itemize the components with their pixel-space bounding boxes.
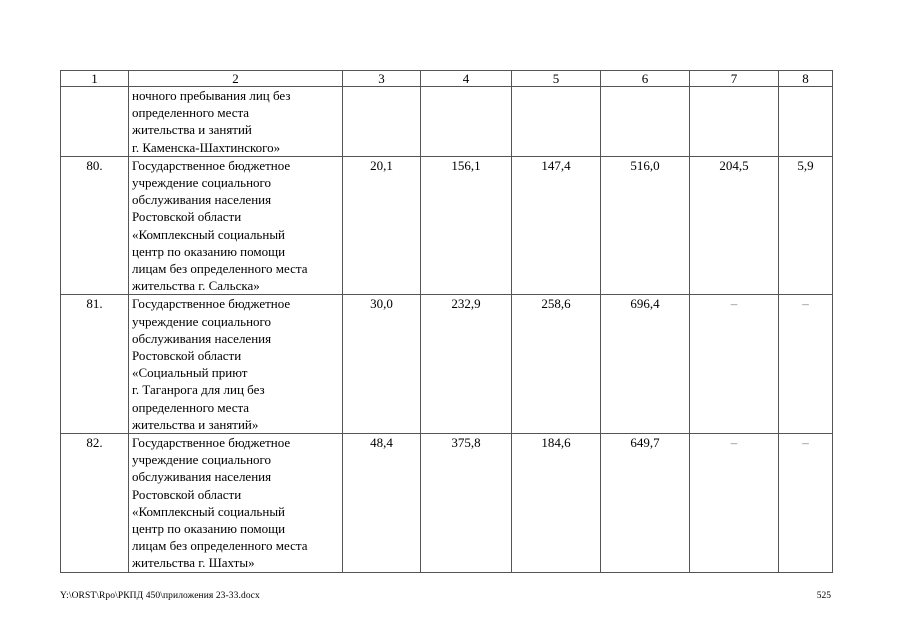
value-col-5: 147,4 (512, 156, 601, 295)
value-col-4: 156,1 (421, 156, 512, 295)
header-row (61, 71, 833, 87)
table-row (61, 156, 833, 295)
value-col-5: 184,6 (512, 434, 601, 573)
header-cell: 8 (779, 71, 833, 87)
value-col-6: 696,4 (601, 295, 690, 434)
value-col-4: 375,8 (421, 434, 512, 573)
value-col-7: – (690, 434, 779, 573)
institution-name: ночного пребывания лиц без определенного места жительства и занятий г. Каменска-Шахтинского» (129, 87, 343, 157)
value-col-8: – (779, 434, 833, 573)
value-col-3: 20,1 (343, 156, 421, 295)
institution-name: Государственное бюджетное учреждение социального обслуживания населения Ростовской области «Социальный приют г. Таганрога для лиц без определенного места жительства и занятий» (129, 295, 343, 434)
value-col-3: 48,4 (343, 434, 421, 573)
header-cell: 6 (601, 71, 690, 87)
value-col-8: – (779, 295, 833, 434)
value-col-7: – (690, 295, 779, 434)
header-cell: 1 (61, 71, 129, 87)
row-number: 81. (61, 295, 129, 434)
row-number: 82. (61, 434, 129, 573)
row-number: 80. (61, 156, 129, 295)
value-col-4 (421, 87, 512, 157)
value-col-3: 30,0 (343, 295, 421, 434)
value-col-8 (779, 87, 833, 157)
header-cell: 3 (343, 71, 421, 87)
value-col-6: 649,7 (601, 434, 690, 573)
institution-name: Государственное бюджетное учреждение социального обслуживания населения Ростовской области «Комплексный социальный центр по оказанию помощи лицам без определенного места жительства г. Шахты» (129, 434, 343, 573)
table-row (61, 295, 833, 434)
value-col-3 (343, 87, 421, 157)
table-row (61, 434, 833, 573)
header-cell: 2 (129, 71, 343, 87)
header-cell: 5 (512, 71, 601, 87)
value-col-6: 516,0 (601, 156, 690, 295)
header-cell: 4 (421, 71, 512, 87)
value-col-7 (690, 87, 779, 157)
row-number (61, 87, 129, 157)
value-col-7: 204,5 (690, 156, 779, 295)
value-col-8: 5,9 (779, 156, 833, 295)
data-table (60, 70, 833, 573)
footer-file-path: Y:\ORST\Rpo\РКПД 450\приложения 23-33.docx (60, 591, 260, 601)
value-col-6 (601, 87, 690, 157)
page-number: 525 (816, 591, 831, 601)
value-col-5: 258,6 (512, 295, 601, 434)
value-col-5 (512, 87, 601, 157)
value-col-4: 232,9 (421, 295, 512, 434)
table-row (61, 87, 833, 157)
header-cell: 7 (690, 71, 779, 87)
institution-name: Государственное бюджетное учреждение социального обслуживания населения Ростовской области «Комплексный социальный центр по оказанию помощи лицам без определенного места жительства г. Сальска» (129, 156, 343, 295)
